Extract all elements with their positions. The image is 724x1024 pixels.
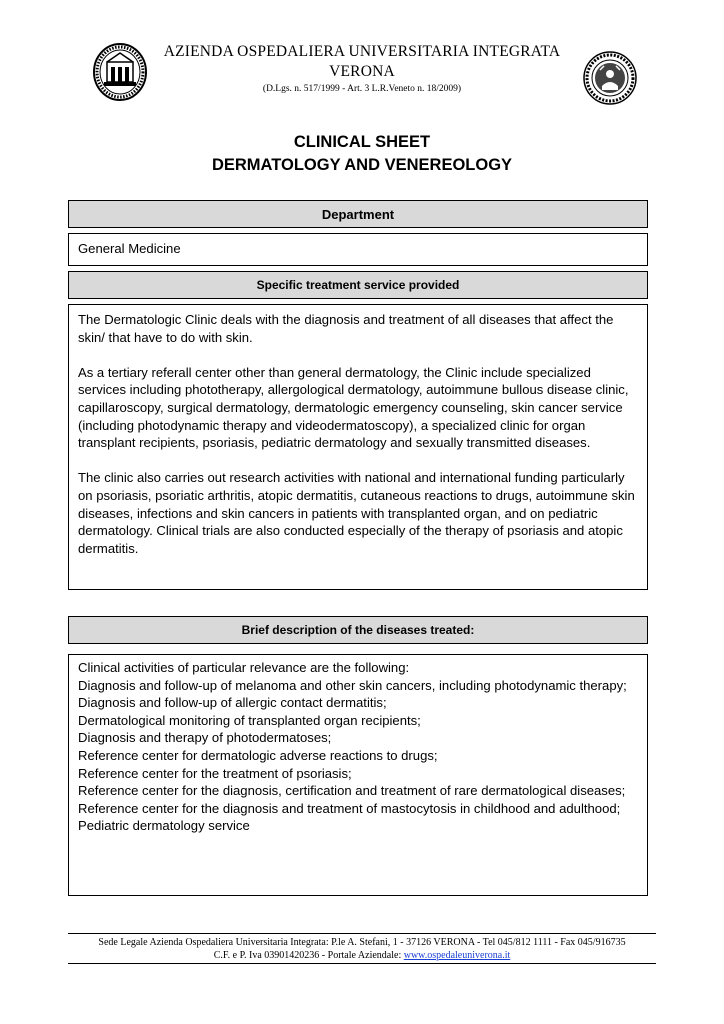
diseases-list-item: Reference center for the diagnosis, certification and treatment of rare dermatological diseases; <box>78 783 626 799</box>
footer-tax-info: C.F. e P. Iva 03901420236 - Portale Aziendale: <box>213 950 404 961</box>
hospital-seal-icon <box>92 42 148 102</box>
service-description-box <box>68 304 648 590</box>
service-header <box>68 271 648 299</box>
footer-divider-bottom <box>68 963 656 964</box>
diseases-list-item: Reference center for dermatologic adverse reactions to drugs; <box>78 747 438 763</box>
footer <box>60 936 664 962</box>
service-paragraph: The clinic also carries out research activities with national and international funding particularly on psoriasis, psoriatic arthritis, atopic dermatitis, cutaneous reactions to drugs, autoimmune skin diseases, infections and skin cancers in patients with transplanted organ, and on pediatric dermatology. Clinical trials are also conducted especially of the therapy of psoriasis and atopic dermatitis. <box>78 470 635 556</box>
department-value-box <box>68 233 648 266</box>
diseases-list-item: Diagnosis and follow-up of melanoma and other skin cancers, including photodynamic therapy; <box>78 677 627 693</box>
diseases-list-item: Reference center for the treatment of psoriasis; <box>78 765 352 781</box>
diseases-list-item: Diagnosis and therapy of photodermatoses; <box>78 730 332 746</box>
service-heading: Specific treatment service provided <box>256 278 460 292</box>
diseases-list-item: Diagnosis and follow-up of allergic contact dermatitis; <box>78 695 387 711</box>
service-paragraph: The Dermatologic Clinic deals with the diagnosis and treatment of all diseases that affect the skin/ that have to do with skin. <box>78 312 614 345</box>
legal-reference: (D.Lgs. n. 517/1999 - Art. 3 L.R.Veneto n. 18/2009) <box>262 84 462 94</box>
sheet-title: CLINICAL SHEET <box>293 133 431 151</box>
department-header <box>68 200 648 228</box>
diseases-list-item: Clinical activities of particular relevance are the following: <box>78 660 410 675</box>
organization-name-line2: VERONA <box>329 63 395 80</box>
diseases-list-item: Pediatric dermatology service <box>78 818 250 834</box>
department-heading: Department <box>321 207 395 222</box>
organization-name <box>150 42 574 82</box>
department-value: General Medicine <box>78 241 181 256</box>
website-link[interactable]: www.ospedaleuniverona.it <box>403 950 511 961</box>
letterhead <box>0 0 724 110</box>
organization-name-line1: AZIENDA OSPEDALIERA UNIVERSITARIA INTEGRATA <box>163 43 561 60</box>
service-paragraph: As a tertiary referall center other than general dermatology, the Clinic include specialized services including phototherapy, allergological dermatology, autoimmune bullous disease clinic, capillaroscopy, surgical dermatology, dermatologic emergency counseling, skin cancer service (including photodynamic therapy and videodermatoscopy), a specialized clinic for organ transplant recipients, psoriasis, pediatric dermatology and sexually transmitted diseases. <box>78 364 629 451</box>
diseases-list-item: Dermatological monitoring of transplanted organ recipients; <box>78 712 421 728</box>
footer-address: Sede Legale Azienda Ospedaliera Universitaria Integrata: P.le A. Stefani, 1 - 37126 VERONA - Tel 045/812 1111 - Fax 045/916735 <box>98 937 626 948</box>
footer-tax-line <box>60 949 664 962</box>
university-seal-icon <box>582 50 638 106</box>
diseases-heading: Brief description of the diseases treated: <box>241 623 475 637</box>
diseases-list-box <box>68 654 648 896</box>
footer-divider-top <box>68 933 656 934</box>
sheet-subtitle: DERMATOLOGY AND VENEREOLOGY <box>211 156 513 174</box>
diseases-list-item: Reference center for the diagnosis and treatment of mastocytosis in childhood and adulthood; <box>78 800 621 816</box>
diseases-header <box>68 616 648 644</box>
